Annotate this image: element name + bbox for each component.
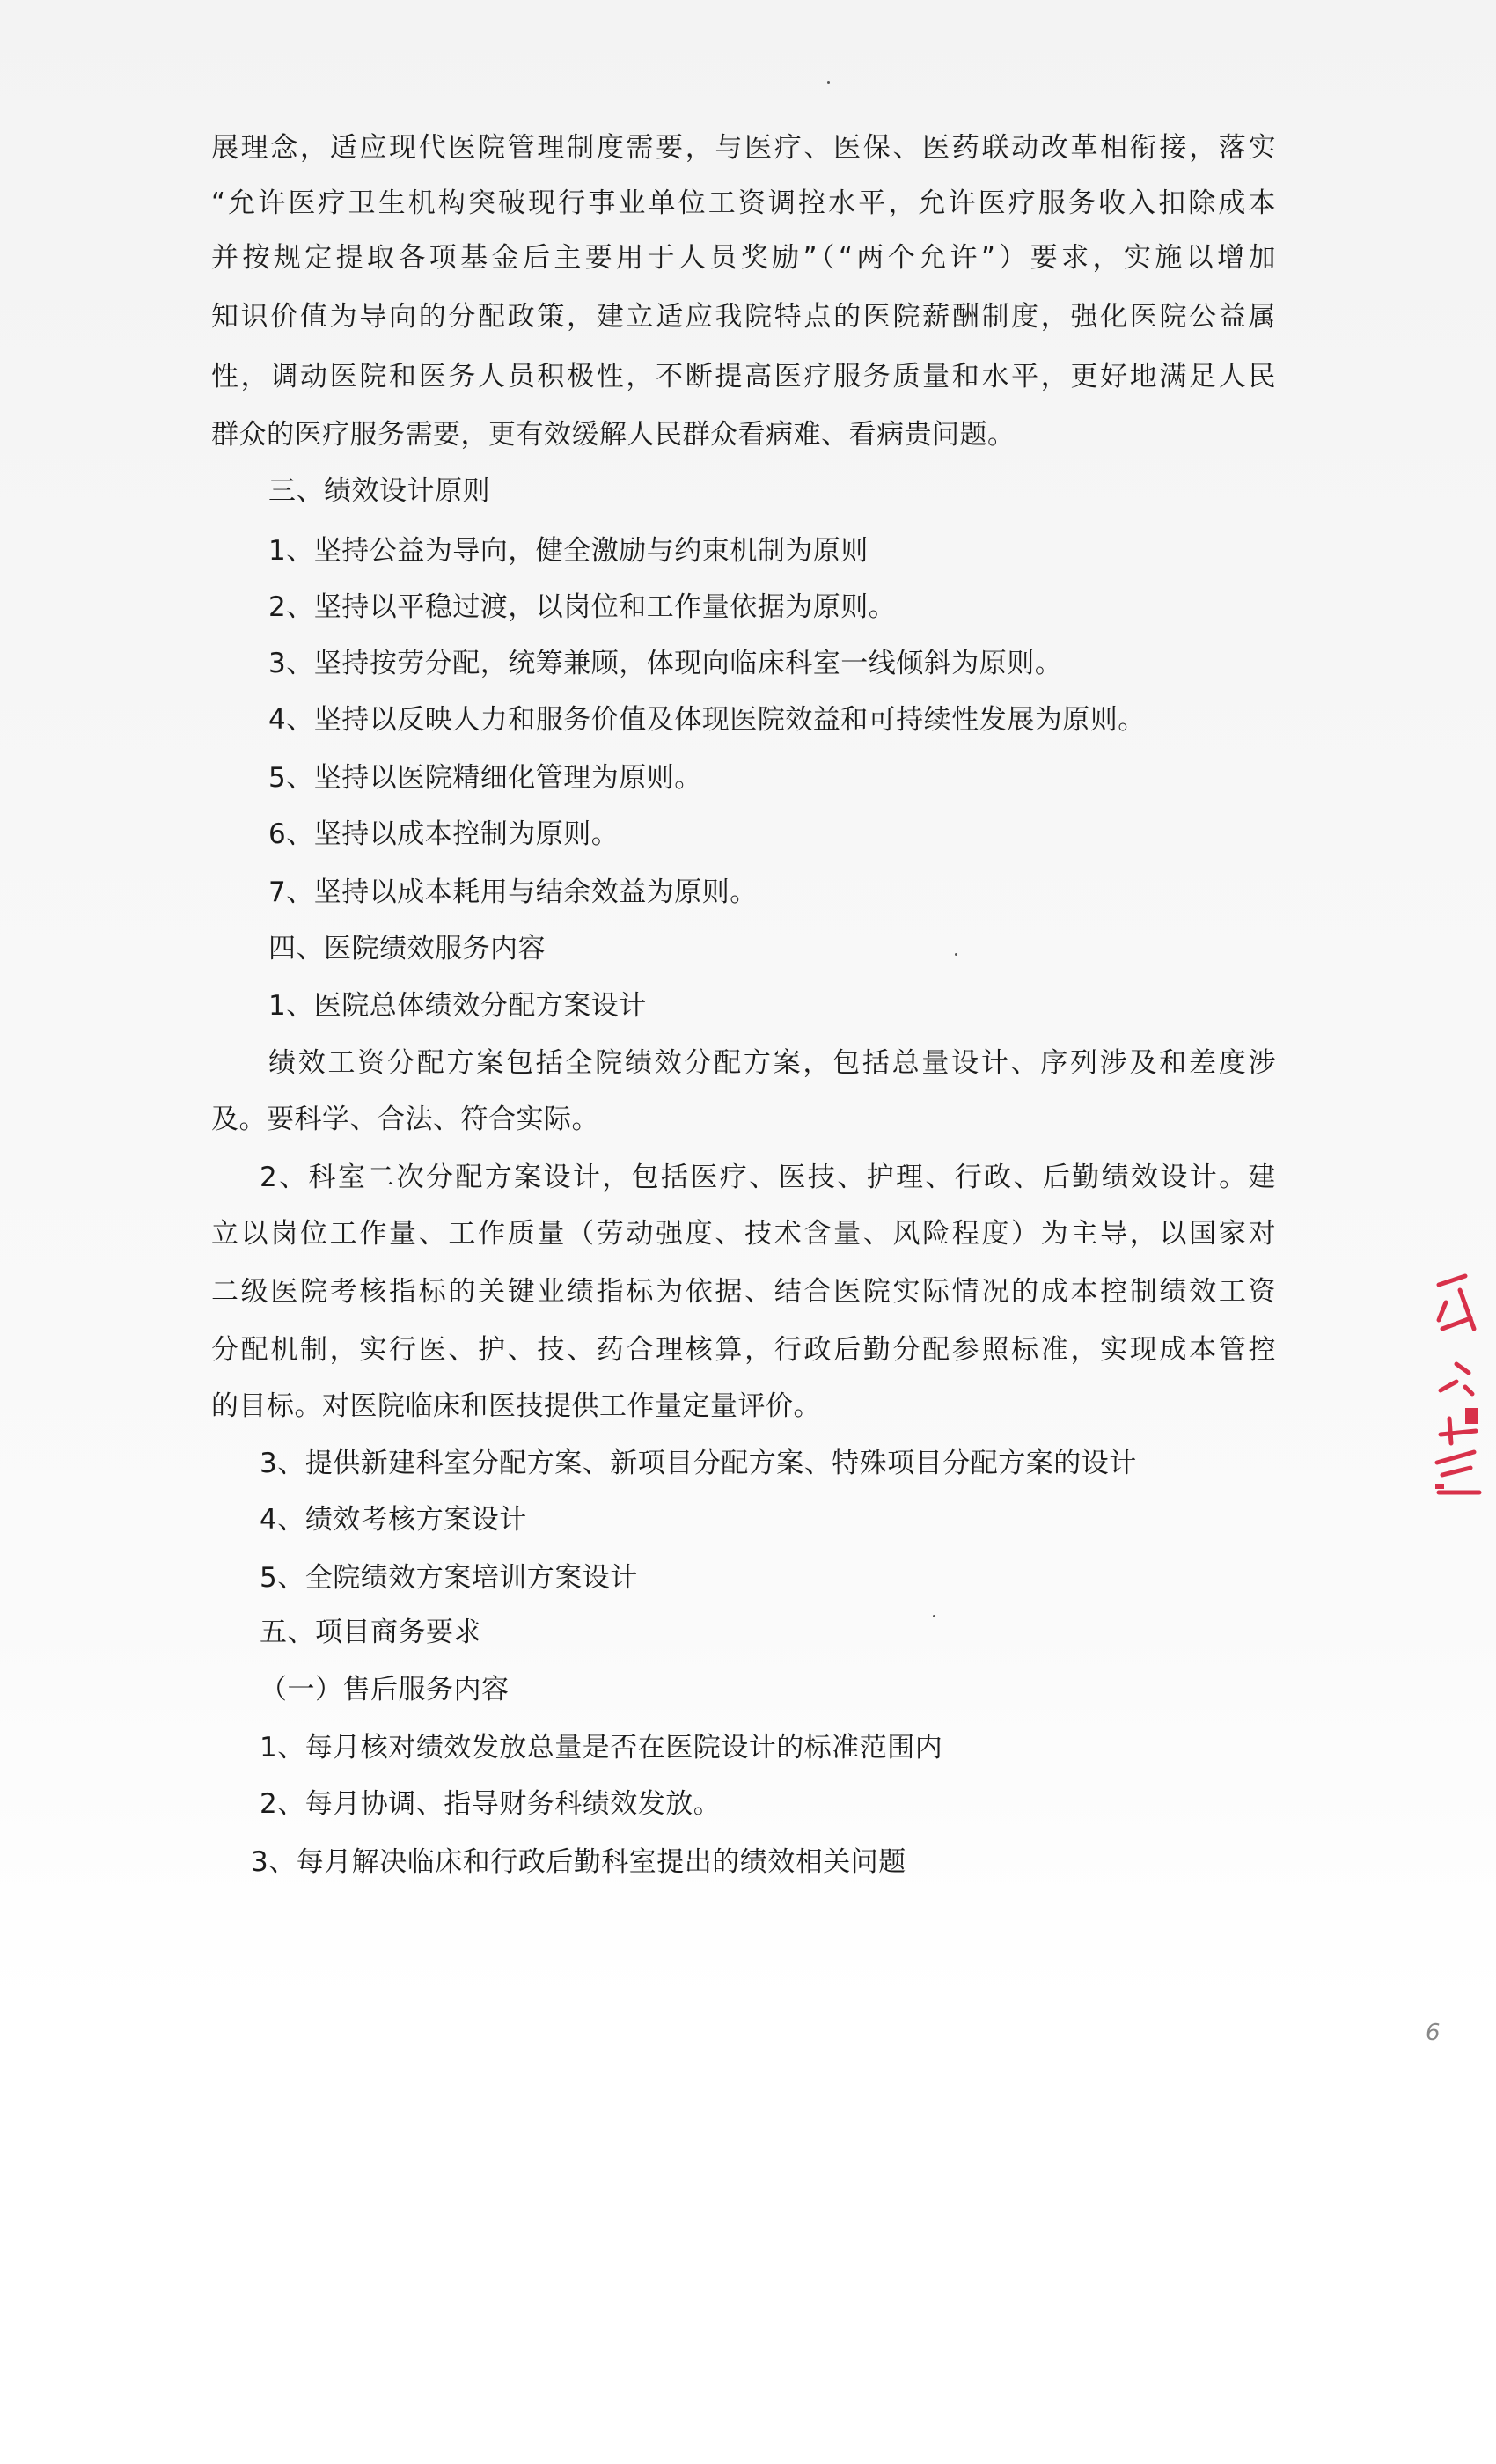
principle-7: 7、坚持以成本耗用与结余效益为原则。 (268, 876, 758, 908)
service-item-2-line-4: 分配机制，实行医、护、技、药合理核算，行政后勤分配参照标准，实现成本管控 (211, 1334, 1276, 1366)
after-sales-item-2: 2、每月协调、指导财务科绩效发放。 (260, 1788, 722, 1820)
principle-6: 6、坚持以成本控制为原则。 (268, 818, 620, 850)
service-item-2-line-2: 立以岗位工作量、工作质量（劳动强度、技术含量、风险程度）为主导，以国家对 (211, 1218, 1276, 1250)
after-sales-item-1: 1、每月核对绩效发放总量是否在医院设计的标准范围内 (260, 1732, 943, 1764)
principle-5: 5、坚持以医院精细化管理为原则。 (268, 762, 702, 794)
principle-2: 2、坚持以平稳过渡，以岗位和工作量依据为原则。 (268, 591, 897, 623)
service-item-1-desc-line-1: 绩效工资分配方案包括全院绩效分配方案，包括总量设计、序列涉及和差度涉 (268, 1047, 1276, 1079)
scan-speck (955, 953, 957, 956)
principle-4: 4、坚持以反映人力和服务价值及体现医院效益和可持续性发展为原则。 (268, 704, 1146, 736)
service-item-1: 1、医院总体绩效分配方案设计 (268, 990, 647, 1022)
scan-speck (933, 1615, 935, 1617)
subsection-heading-1: （一）售后服务内容 (260, 1674, 510, 1705)
section-heading-5: 五、项目商务要求 (260, 1617, 481, 1648)
service-item-4: 4、绩效考核方案设计 (260, 1504, 527, 1536)
seal-stamp-fragment (1430, 1232, 1496, 1531)
scan-speck (827, 81, 830, 84)
section-heading-3: 三、绩效设计原则 (268, 475, 490, 507)
service-item-2-line-1: 2、科室二次分配方案设计，包括医疗、医技、护理、行政、后勤绩效设计。建 (260, 1162, 1276, 1193)
body-line-2: “允许医疗卫生机构突破现行事业单位工资调控水平，允许医疗服务收入扣除成本 (211, 187, 1276, 219)
section-heading-4: 四、医院绩效服务内容 (268, 933, 546, 964)
principle-1: 1、坚持公益为导向，健全激励与约束机制为原则 (268, 535, 869, 567)
principle-3: 3、坚持按劳分配，统筹兼顾，体现向临床科室一线倾斜为原则。 (268, 648, 1063, 679)
page-number: 6 (1426, 2020, 1441, 2046)
body-line-3: 并按规定提取各项基金后主要用于人员奖励”（“两个允许”）要求，实施以增加 (211, 242, 1276, 274)
service-item-5: 5、全院绩效方案培训方案设计 (260, 1562, 638, 1594)
body-line-1: 展理念，适应现代医院管理制度需要，与医疗、医保、医药联动改革相衔接，落实 (211, 132, 1276, 164)
service-item-2-line-3: 二级医院考核指标的关键业绩指标为依据、结合医院实际情况的成本控制绩效工资 (211, 1276, 1276, 1308)
after-sales-item-3: 3、每月解决临床和行政后勤科室提出的绩效相关问题 (251, 1846, 906, 1878)
body-line-5: 性，调动医院和医务人员积极性，不断提高医疗服务质量和水平，更好地满足人民 (211, 361, 1276, 392)
service-item-2-line-5: 的目标。对医院临床和医技提供工作量定量评价。 (211, 1390, 821, 1422)
body-line-6: 群众的医疗服务需要，更有效缓解人民群众看病难、看病贵问题。 (211, 419, 1016, 451)
service-item-1-desc-line-2: 及。要科学、合法、符合实际。 (211, 1104, 599, 1135)
body-line-4: 知识价值为导向的分配政策，建立适应我院特点的医院薪酬制度，强化医院公益属 (211, 301, 1276, 333)
service-item-3: 3、提供新建科室分配方案、新项目分配方案、特殊项目分配方案的设计 (260, 1448, 1137, 1479)
